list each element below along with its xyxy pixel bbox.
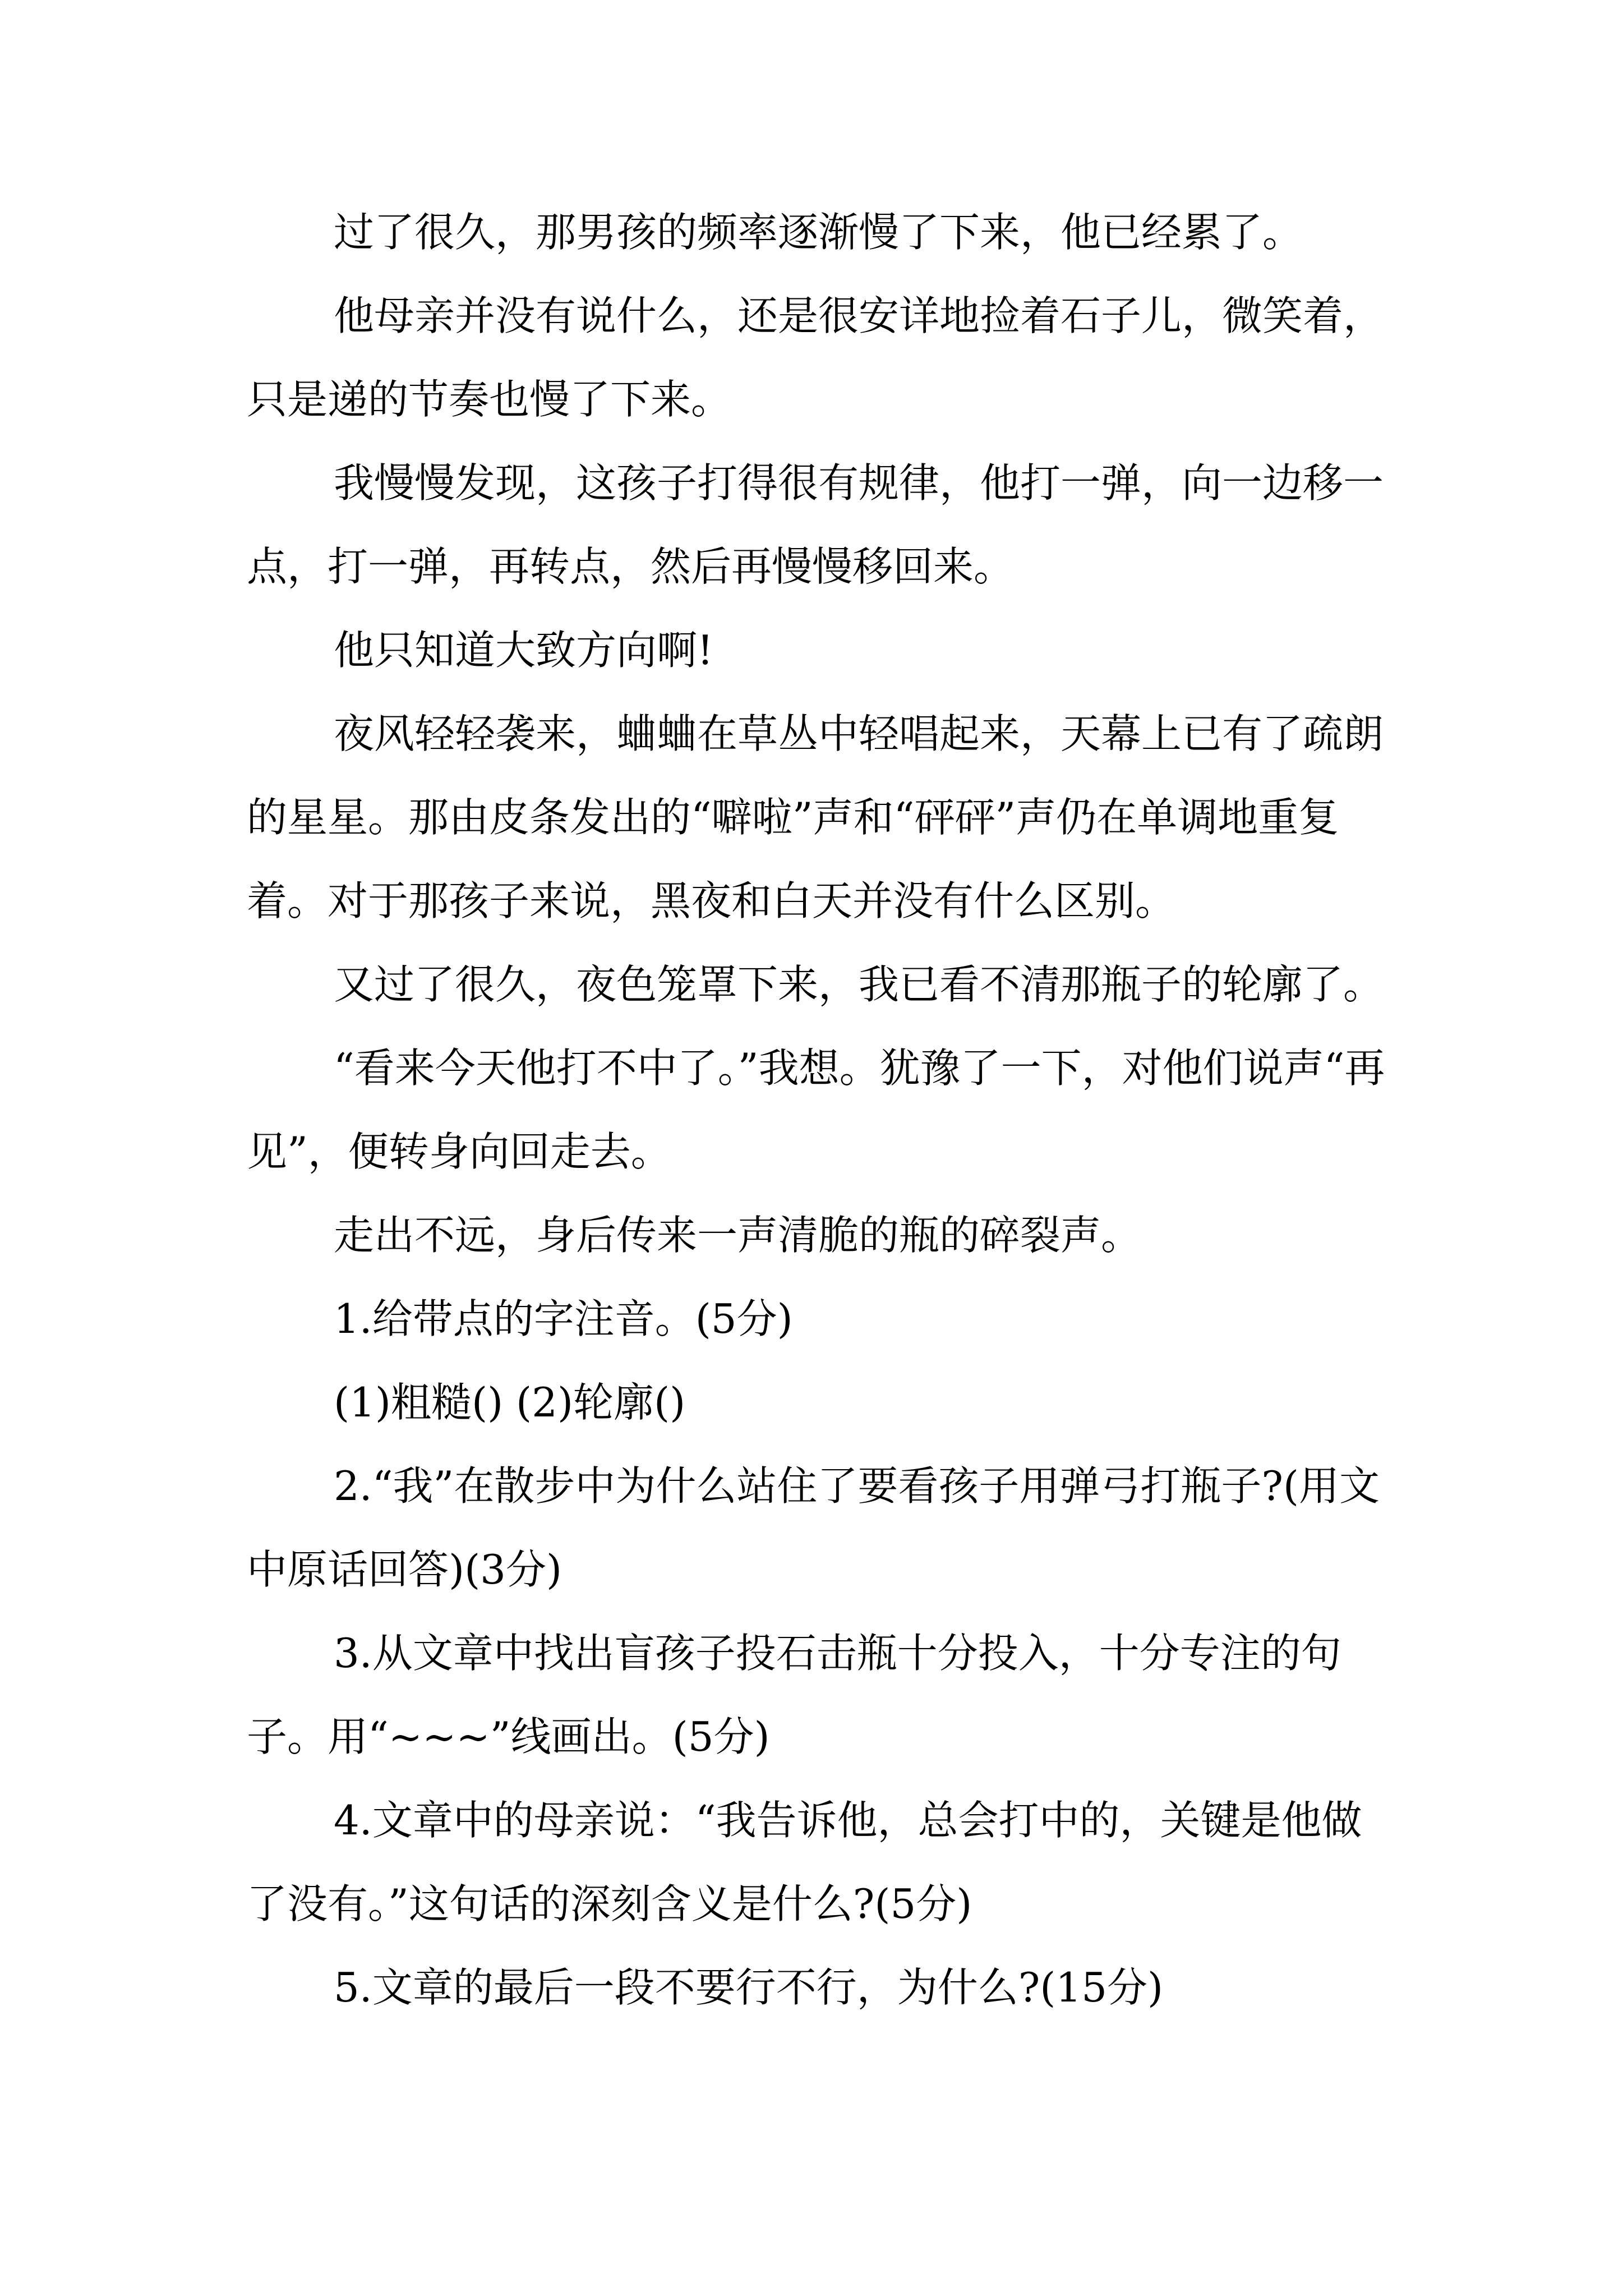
- question-4: 4.文章中的母亲说：“我告诉他，总会打中的，关键是他做了没有。”这句话的深刻含义是什么?(5分): [247, 1797, 1362, 1927]
- paragraph: 他只知道大致方向啊!: [334, 627, 713, 674]
- paragraph: 走出不远，身后传来一声清脆的瓶的碎裂声。: [334, 1212, 1142, 1259]
- paragraph: 他母亲并没有说什么，还是很安详地捡着石子儿，微笑着，只是递的节奏也慢了下来。: [247, 292, 1384, 423]
- document-body: [247, 191, 1391, 2030]
- question-2: 2.“我”在散步中为什么站住了要看孩子用弹弓打瓶子?(用文中原话回答)(3分): [247, 1462, 1380, 1593]
- paragraph: 又过了很久，夜色笼罩下来，我已看不清那瓶子的轮廓了。: [334, 961, 1384, 1008]
- paragraph: 夜风轻轻袭来，蛐蛐在草丛中轻唱起来，天幕上已有了疏朗的星星。那由皮条发出的“噼啦”声和“砰砰”声仍在单调地重复着。对于那孩子来说，黑夜和白天并没有什么区别。: [247, 710, 1384, 924]
- paragraph: “看来今天他打不中了。”我想。犹豫了一下，对他们说声“再见”，便转身向回走去。: [247, 1045, 1385, 1175]
- question-1-items: (1)粗糙() (2)轮廓(): [334, 1379, 686, 1426]
- question-1: 1.给带点的字注音。(5分): [334, 1295, 793, 1342]
- question-5: 5.文章的最后一段不要行不行，为什么?(15分): [334, 1964, 1164, 2011]
- question-3: 3.从文章中找出盲孩子投石击瓶十分投入，十分专注的句子。用“~~~”线画出。(5分): [247, 1630, 1341, 1760]
- paragraph: 过了很久，那男孩的频率逐渐慢了下来，他已经累了。: [334, 209, 1303, 256]
- paragraph: 我慢慢发现，这孩子打得很有规律，他打一弹，向一边移一点，打一弹，再转点，然后再慢慢移回来。: [247, 459, 1384, 590]
